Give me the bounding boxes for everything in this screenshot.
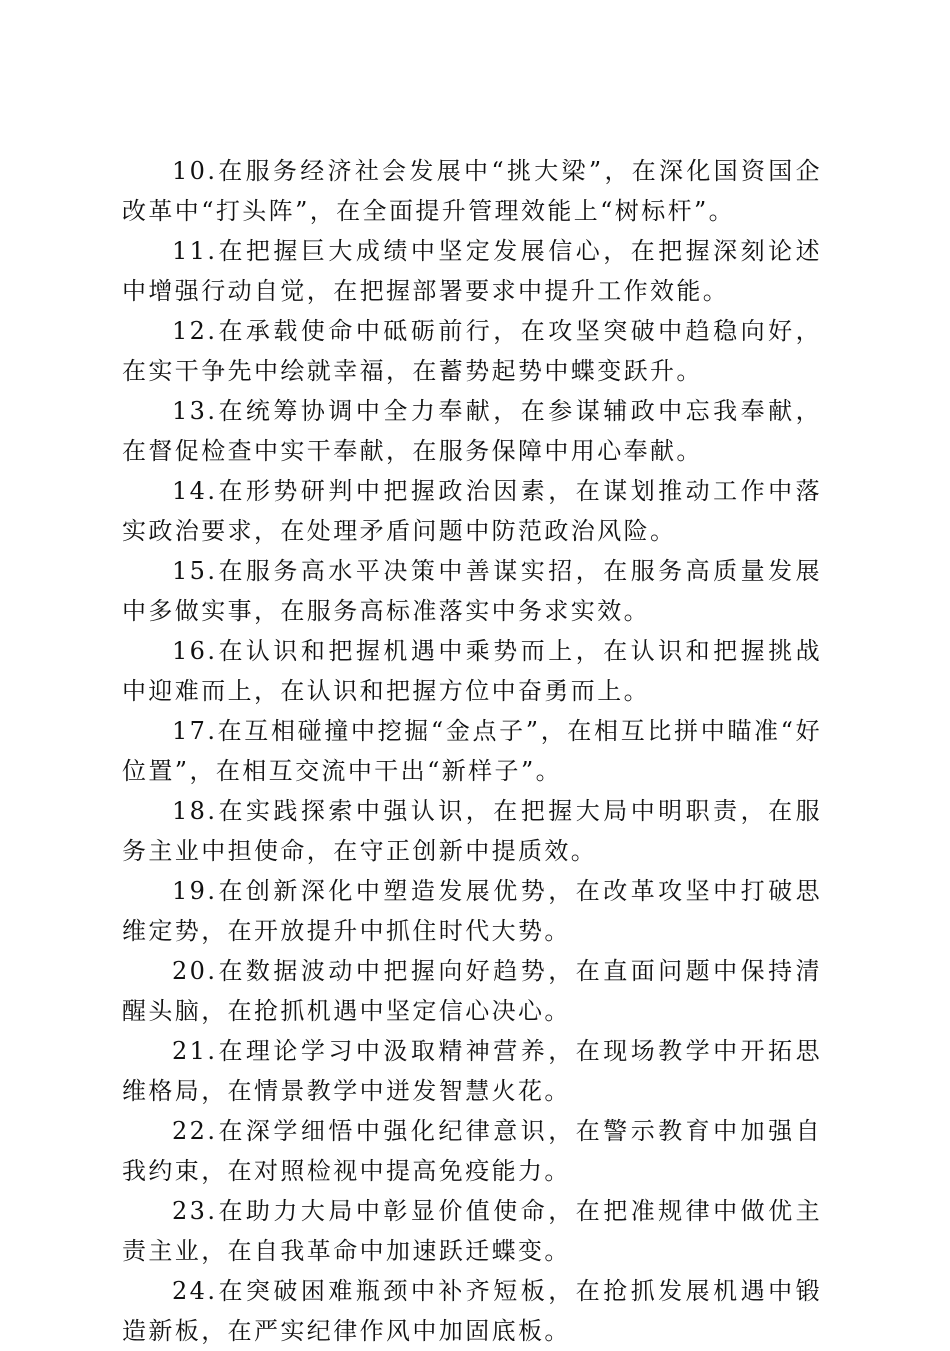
paragraph-21: 21.在理论学习中汲取精神营养，在现场教学中开拓思维格局，在情景教学中迸发智慧火花。 bbox=[122, 1037, 822, 1105]
paragraph-14: 14.在形势研判中把握政治因素，在谋划推动工作中落实政治要求，在处理矛盾问题中防范政治风险。 bbox=[122, 477, 822, 545]
paragraph-11: 11.在把握巨大成绩中坚定发展信心，在把握深刻论述中增强行动自觉，在把握部署要求中提升工作效能。 bbox=[122, 237, 822, 305]
paragraph-10: 10.在服务经济社会发展中“挑大梁”，在深化国资国企改革中“打头阵”，在全面提升管理效能上“树标杆”。 bbox=[122, 157, 822, 225]
paragraph-16: 16.在认识和把握机遇中乘势而上，在认识和把握挑战中迎难而上，在认识和把握方位中奋勇而上。 bbox=[122, 637, 822, 705]
paragraph-18: 18.在实践探索中强认识，在把握大局中明职责，在服务主业中担使命，在守正创新中提质效。 bbox=[122, 797, 822, 865]
paragraph-17: 17.在互相碰撞中挖掘“金点子”，在相互比拼中瞄准“好位置”，在相互交流中干出“新样子”。 bbox=[122, 717, 822, 785]
paragraph-15: 15.在服务高水平决策中善谋实招，在服务高质量发展中多做实事，在服务高标准落实中务求实效。 bbox=[122, 557, 822, 625]
paragraph-19: 19.在创新深化中塑造发展优势，在改革攻坚中打破思维定势，在开放提升中抓住时代大势。 bbox=[122, 877, 822, 945]
paragraph-23: 23.在助力大局中彰显价值使命，在把准规律中做优主责主业，在自我革命中加速跃迁蝶变。 bbox=[122, 1197, 822, 1265]
paragraph-12: 12.在承载使命中砥砺前行，在攻坚突破中趋稳向好，在实干争先中绘就幸福，在蓄势起势中蝶变跃升。 bbox=[122, 317, 822, 385]
paragraph-22: 22.在深学细悟中强化纪律意识，在警示教育中加强自我约束，在对照检视中提高免疫能力。 bbox=[122, 1117, 822, 1185]
document-body bbox=[122, 151, 822, 1351]
paragraph-20: 20.在数据波动中把握向好趋势，在直面问题中保持清醒头脑，在抢抓机遇中坚定信心决心。 bbox=[122, 957, 822, 1025]
paragraph-13: 13.在统筹协调中全力奉献，在参谋辅政中忘我奉献，在督促检查中实干奉献，在服务保障中用心奉献。 bbox=[122, 397, 822, 465]
paragraph-24: 24.在突破困难瓶颈中补齐短板，在抢抓发展机遇中锻造新板，在严实纪律作风中加固底板。 bbox=[122, 1277, 822, 1345]
